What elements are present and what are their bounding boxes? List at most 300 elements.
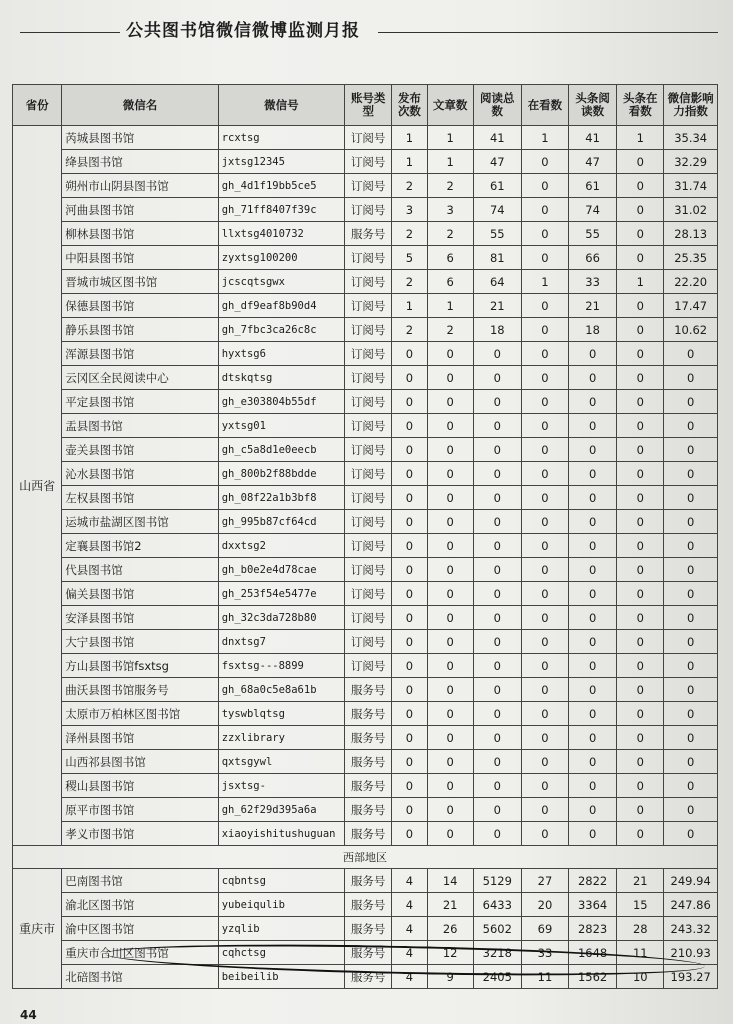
table-row xyxy=(13,774,718,798)
table-row xyxy=(13,630,718,654)
cell-headline-watching-col: 0 xyxy=(617,438,664,462)
table-row xyxy=(13,318,718,342)
cell-watching-col: 0 xyxy=(521,558,568,582)
cell-headline-watching-col: 0 xyxy=(617,174,664,198)
cell-headline-watching-col: 0 xyxy=(617,222,664,246)
cell-wechat-id-col: gh_253f54e5477e xyxy=(218,582,344,606)
cell-wechat-name-col: 大宁县图书馆 xyxy=(62,630,218,654)
cell-wechat-name-col: 浑源县图书馆 xyxy=(62,342,218,366)
cell-headline-reads-col: 74 xyxy=(569,198,617,222)
table-row xyxy=(13,893,718,917)
table-row xyxy=(13,750,718,774)
cell-reads-col: 0 xyxy=(473,726,521,750)
cell-reads-col: 0 xyxy=(473,558,521,582)
cell-posts-col: 4 xyxy=(392,941,427,965)
cell-articles-col: 12 xyxy=(427,941,473,965)
cell-headline-reads-col: 0 xyxy=(569,342,617,366)
table-row xyxy=(13,270,718,294)
cell-posts-col: 0 xyxy=(392,822,427,846)
cell-influence-index-col: 0 xyxy=(664,438,718,462)
cell-reads-col: 0 xyxy=(473,606,521,630)
cell-wechat-id-col: zzxlibrary xyxy=(218,726,344,750)
table-row xyxy=(13,390,718,414)
cell-headline-reads-col: 61 xyxy=(569,174,617,198)
cell-headline-watching-col: 0 xyxy=(617,198,664,222)
cell-posts-col: 4 xyxy=(392,869,427,893)
table-row xyxy=(13,798,718,822)
cell-influence-index-col: 0 xyxy=(664,702,718,726)
cell-watching-col: 0 xyxy=(521,150,568,174)
cell-headline-watching-col: 0 xyxy=(617,366,664,390)
table-row xyxy=(13,917,718,941)
column-header-headline-watching-col: 头条在看数 xyxy=(617,85,664,126)
cell-wechat-id-col: gh_08f22a1b3bf8 xyxy=(218,486,344,510)
cell-posts-col: 0 xyxy=(392,558,427,582)
cell-headline-watching-col: 11 xyxy=(617,941,664,965)
table-row xyxy=(13,822,718,846)
table-row xyxy=(13,174,718,198)
cell-reads-col: 0 xyxy=(473,774,521,798)
table-row xyxy=(13,462,718,486)
cell-reads-col: 0 xyxy=(473,582,521,606)
table-row xyxy=(13,150,718,174)
cell-wechat-name-col: 山西祁县图书馆 xyxy=(62,750,218,774)
cell-watching-col: 0 xyxy=(521,606,568,630)
cell-wechat-name-col: 晋城市城区图书馆 xyxy=(62,270,218,294)
cell-account-type-col: 订阅号 xyxy=(345,534,392,558)
cell-wechat-id-col: dtskqtsg xyxy=(218,366,344,390)
cell-headline-watching-col: 0 xyxy=(617,294,664,318)
cell-articles-col: 1 xyxy=(427,126,473,150)
cell-headline-reads-col: 0 xyxy=(569,606,617,630)
cell-wechat-id-col: gh_7fbc3ca26c8c xyxy=(218,318,344,342)
cell-wechat-name-col: 巴南图书馆 xyxy=(62,869,218,893)
cell-articles-col: 0 xyxy=(427,702,473,726)
cell-wechat-name-col: 绛县图书馆 xyxy=(62,150,218,174)
cell-wechat-name-col: 代县图书馆 xyxy=(62,558,218,582)
cell-reads-col: 64 xyxy=(473,270,521,294)
cell-watching-col: 20 xyxy=(521,893,568,917)
table-row xyxy=(13,654,718,678)
cell-reads-col: 0 xyxy=(473,342,521,366)
cell-wechat-name-col: 中阳县图书馆 xyxy=(62,246,218,270)
cell-wechat-name-col: 重庆市合川区图书馆 xyxy=(62,941,218,965)
region-row xyxy=(13,846,718,869)
cell-headline-reads-col: 0 xyxy=(569,654,617,678)
header-rule-right xyxy=(378,32,718,33)
cell-headline-watching-col: 28 xyxy=(617,917,664,941)
province-cell: 重庆市 xyxy=(13,869,62,989)
cell-account-type-col: 订阅号 xyxy=(345,342,392,366)
cell-headline-watching-col: 1 xyxy=(617,126,664,150)
cell-posts-col: 0 xyxy=(392,510,427,534)
cell-articles-col: 0 xyxy=(427,534,473,558)
cell-wechat-id-col: jsxtsg- xyxy=(218,774,344,798)
cell-reads-col: 0 xyxy=(473,414,521,438)
cell-headline-watching-col: 0 xyxy=(617,414,664,438)
table-row xyxy=(13,198,718,222)
cell-headline-reads-col: 2822 xyxy=(569,869,617,893)
cell-headline-reads-col: 0 xyxy=(569,726,617,750)
cell-account-type-col: 服务号 xyxy=(345,702,392,726)
cell-headline-watching-col: 0 xyxy=(617,462,664,486)
cell-wechat-id-col: dxxtsg2 xyxy=(218,534,344,558)
cell-influence-index-col: 0 xyxy=(664,582,718,606)
cell-wechat-name-col: 芮城县图书馆 xyxy=(62,126,218,150)
cell-headline-reads-col: 3364 xyxy=(569,893,617,917)
cell-wechat-name-col: 稷山县图书馆 xyxy=(62,774,218,798)
cell-headline-reads-col: 1648 xyxy=(569,941,617,965)
cell-posts-col: 1 xyxy=(392,294,427,318)
cell-articles-col: 2 xyxy=(427,174,473,198)
cell-influence-index-col: 0 xyxy=(664,366,718,390)
cell-wechat-name-col: 柳林县图书馆 xyxy=(62,222,218,246)
cell-posts-col: 2 xyxy=(392,222,427,246)
cell-watching-col: 0 xyxy=(521,774,568,798)
cell-account-type-col: 订阅号 xyxy=(345,126,392,150)
column-header-account-type-col: 账号类型 xyxy=(345,85,392,126)
cell-watching-col: 0 xyxy=(521,342,568,366)
cell-posts-col: 4 xyxy=(392,893,427,917)
cell-reads-col: 74 xyxy=(473,198,521,222)
table-row xyxy=(13,678,718,702)
cell-headline-reads-col: 0 xyxy=(569,534,617,558)
column-header-wechat-name-col: 微信名 xyxy=(62,85,218,126)
cell-influence-index-col: 0 xyxy=(664,822,718,846)
cell-headline-reads-col: 21 xyxy=(569,294,617,318)
cell-wechat-name-col: 泽州县图书馆 xyxy=(62,726,218,750)
cell-headline-reads-col: 0 xyxy=(569,390,617,414)
cell-headline-watching-col: 0 xyxy=(617,630,664,654)
table-head xyxy=(13,85,718,126)
cell-headline-reads-col: 0 xyxy=(569,774,617,798)
cell-account-type-col: 订阅号 xyxy=(345,198,392,222)
cell-influence-index-col: 0 xyxy=(664,390,718,414)
column-header-posts-col: 发布次数 xyxy=(392,85,427,126)
cell-wechat-id-col: qxtsgywl xyxy=(218,750,344,774)
cell-reads-col: 0 xyxy=(473,750,521,774)
cell-influence-index-col: 0 xyxy=(664,486,718,510)
cell-wechat-name-col: 曲沃县图书馆服务号 xyxy=(62,678,218,702)
cell-influence-index-col: 0 xyxy=(664,678,718,702)
cell-headline-watching-col: 0 xyxy=(617,342,664,366)
cell-posts-col: 2 xyxy=(392,318,427,342)
cell-wechat-name-col: 盂县图书馆 xyxy=(62,414,218,438)
cell-articles-col: 0 xyxy=(427,774,473,798)
cell-posts-col: 0 xyxy=(392,654,427,678)
cell-wechat-name-col: 渝中区图书馆 xyxy=(62,917,218,941)
cell-articles-col: 0 xyxy=(427,558,473,582)
cell-wechat-id-col: gh_df9eaf8b90d4 xyxy=(218,294,344,318)
cell-articles-col: 0 xyxy=(427,582,473,606)
cell-headline-reads-col: 0 xyxy=(569,510,617,534)
cell-headline-watching-col: 0 xyxy=(617,606,664,630)
cell-account-type-col: 订阅号 xyxy=(345,174,392,198)
cell-wechat-id-col: gh_4d1f19bb5ce5 xyxy=(218,174,344,198)
cell-watching-col: 0 xyxy=(521,750,568,774)
cell-posts-col: 0 xyxy=(392,606,427,630)
column-header-articles-col: 文章数 xyxy=(427,85,473,126)
cell-articles-col: 0 xyxy=(427,798,473,822)
cell-posts-col: 0 xyxy=(392,726,427,750)
cell-headline-watching-col: 0 xyxy=(617,726,664,750)
cell-influence-index-col: 0 xyxy=(664,774,718,798)
cell-posts-col: 0 xyxy=(392,774,427,798)
cell-watching-col: 1 xyxy=(521,126,568,150)
cell-wechat-name-col: 朔州市山阴县图书馆 xyxy=(62,174,218,198)
cell-posts-col: 4 xyxy=(392,917,427,941)
cell-reads-col: 0 xyxy=(473,678,521,702)
cell-account-type-col: 订阅号 xyxy=(345,462,392,486)
cell-posts-col: 0 xyxy=(392,414,427,438)
cell-wechat-id-col: jxtsg12345 xyxy=(218,150,344,174)
cell-posts-col: 0 xyxy=(392,342,427,366)
table-row xyxy=(13,606,718,630)
cell-account-type-col: 订阅号 xyxy=(345,582,392,606)
cell-wechat-id-col: cqhctsg xyxy=(218,941,344,965)
cell-influence-index-col: 0 xyxy=(664,414,718,438)
cell-wechat-id-col: gh_68a0c5e8a61b xyxy=(218,678,344,702)
cell-articles-col: 9 xyxy=(427,965,473,989)
cell-account-type-col: 服务号 xyxy=(345,893,392,917)
cell-influence-index-col: 31.74 xyxy=(664,174,718,198)
cell-account-type-col: 订阅号 xyxy=(345,270,392,294)
cell-wechat-id-col: gh_b0e2e4d78cae xyxy=(218,558,344,582)
cell-watching-col: 0 xyxy=(521,222,568,246)
cell-posts-col: 3 xyxy=(392,198,427,222)
cell-wechat-name-col: 运城市盐湖区图书馆 xyxy=(62,510,218,534)
table-row xyxy=(13,702,718,726)
cell-headline-reads-col: 0 xyxy=(569,678,617,702)
cell-articles-col: 0 xyxy=(427,654,473,678)
cell-influence-index-col: 10.62 xyxy=(664,318,718,342)
table-row xyxy=(13,726,718,750)
cell-posts-col: 2 xyxy=(392,270,427,294)
cell-reads-col: 0 xyxy=(473,462,521,486)
cell-influence-index-col: 0 xyxy=(664,630,718,654)
cell-reads-col: 0 xyxy=(473,702,521,726)
cell-watching-col: 0 xyxy=(521,294,568,318)
table-row xyxy=(13,582,718,606)
cell-reads-col: 41 xyxy=(473,126,521,150)
cell-posts-col: 2 xyxy=(392,174,427,198)
cell-account-type-col: 订阅号 xyxy=(345,150,392,174)
cell-influence-index-col: 210.93 xyxy=(664,941,718,965)
cell-watching-col: 0 xyxy=(521,510,568,534)
cell-watching-col: 0 xyxy=(521,726,568,750)
cell-account-type-col: 订阅号 xyxy=(345,630,392,654)
cell-articles-col: 0 xyxy=(427,486,473,510)
cell-wechat-id-col: gh_62f29d395a6a xyxy=(218,798,344,822)
cell-account-type-col: 订阅号 xyxy=(345,318,392,342)
cell-reads-col: 0 xyxy=(473,630,521,654)
cell-account-type-col: 服务号 xyxy=(345,798,392,822)
cell-wechat-name-col: 安泽县图书馆 xyxy=(62,606,218,630)
cell-articles-col: 1 xyxy=(427,294,473,318)
table-row xyxy=(13,510,718,534)
cell-account-type-col: 服务号 xyxy=(345,678,392,702)
cell-headline-reads-col: 0 xyxy=(569,366,617,390)
cell-influence-index-col: 193.27 xyxy=(664,965,718,989)
cell-posts-col: 0 xyxy=(392,486,427,510)
cell-headline-watching-col: 0 xyxy=(617,486,664,510)
cell-watching-col: 0 xyxy=(521,822,568,846)
table-row xyxy=(13,414,718,438)
cell-wechat-id-col: gh_32c3da728b80 xyxy=(218,606,344,630)
cell-headline-watching-col: 0 xyxy=(617,750,664,774)
cell-watching-col: 0 xyxy=(521,798,568,822)
cell-influence-index-col: 0 xyxy=(664,606,718,630)
cell-wechat-name-col: 沁水县图书馆 xyxy=(62,462,218,486)
column-header-wechat-id-col: 微信号 xyxy=(218,85,344,126)
cell-wechat-id-col: gh_c5a8d1e0eecb xyxy=(218,438,344,462)
cell-wechat-name-col: 壶关县图书馆 xyxy=(62,438,218,462)
cell-reads-col: 6433 xyxy=(473,893,521,917)
cell-headline-watching-col: 0 xyxy=(617,246,664,270)
cell-reads-col: 0 xyxy=(473,390,521,414)
cell-watching-col: 0 xyxy=(521,654,568,678)
cell-reads-col: 0 xyxy=(473,534,521,558)
cell-watching-col: 1 xyxy=(521,270,568,294)
cell-articles-col: 1 xyxy=(427,150,473,174)
cell-articles-col: 0 xyxy=(427,366,473,390)
cell-watching-col: 0 xyxy=(521,702,568,726)
page-number: 44 xyxy=(20,1008,37,1022)
cell-account-type-col: 订阅号 xyxy=(345,294,392,318)
table-row xyxy=(13,246,718,270)
cell-posts-col: 0 xyxy=(392,438,427,462)
table-body xyxy=(13,126,718,989)
cell-wechat-name-col: 太原市万柏林区图书馆 xyxy=(62,702,218,726)
table-row xyxy=(13,558,718,582)
cell-influence-index-col: 0 xyxy=(664,462,718,486)
cell-wechat-id-col: yubeiqulib xyxy=(218,893,344,917)
cell-reads-col: 0 xyxy=(473,654,521,678)
cell-wechat-id-col: cqbntsg xyxy=(218,869,344,893)
cell-watching-col: 0 xyxy=(521,582,568,606)
cell-reads-col: 0 xyxy=(473,366,521,390)
cell-wechat-id-col: beibeilib xyxy=(218,965,344,989)
cell-account-type-col: 服务号 xyxy=(345,965,392,989)
cell-articles-col: 21 xyxy=(427,893,473,917)
cell-articles-col: 0 xyxy=(427,438,473,462)
cell-posts-col: 5 xyxy=(392,246,427,270)
cell-reads-col: 5129 xyxy=(473,869,521,893)
cell-influence-index-col: 249.94 xyxy=(664,869,718,893)
cell-articles-col: 6 xyxy=(427,246,473,270)
cell-articles-col: 0 xyxy=(427,390,473,414)
cell-reads-col: 47 xyxy=(473,150,521,174)
column-header-influence-index-col: 微信影响力指数 xyxy=(664,85,718,126)
cell-account-type-col: 服务号 xyxy=(345,822,392,846)
cell-headline-watching-col: 0 xyxy=(617,510,664,534)
cell-articles-col: 3 xyxy=(427,198,473,222)
cell-wechat-name-col: 保德县图书馆 xyxy=(62,294,218,318)
cell-posts-col: 0 xyxy=(392,582,427,606)
cell-articles-col: 0 xyxy=(427,342,473,366)
cell-posts-col: 0 xyxy=(392,630,427,654)
cell-posts-col: 1 xyxy=(392,126,427,150)
cell-headline-watching-col: 0 xyxy=(617,534,664,558)
cell-articles-col: 0 xyxy=(427,462,473,486)
cell-wechat-id-col: gh_71ff8407f39c xyxy=(218,198,344,222)
cell-wechat-name-col: 北碚图书馆 xyxy=(62,965,218,989)
cell-articles-col: 0 xyxy=(427,510,473,534)
cell-account-type-col: 服务号 xyxy=(345,941,392,965)
cell-wechat-id-col: yzqlib xyxy=(218,917,344,941)
cell-influence-index-col: 0 xyxy=(664,798,718,822)
cell-posts-col: 0 xyxy=(392,366,427,390)
cell-posts-col: 0 xyxy=(392,390,427,414)
cell-headline-watching-col: 0 xyxy=(617,822,664,846)
cell-headline-reads-col: 66 xyxy=(569,246,617,270)
cell-wechat-id-col: dnxtsg7 xyxy=(218,630,344,654)
cell-headline-watching-col: 0 xyxy=(617,774,664,798)
cell-headline-reads-col: 0 xyxy=(569,822,617,846)
table-row xyxy=(13,869,718,893)
cell-influence-index-col: 25.35 xyxy=(664,246,718,270)
cell-articles-col: 0 xyxy=(427,414,473,438)
cell-wechat-name-col: 方山县图书馆fsxtsg xyxy=(62,654,218,678)
column-header-reads-col: 阅读总数 xyxy=(473,85,521,126)
cell-watching-col: 0 xyxy=(521,318,568,342)
column-header-headline-reads-col: 头条阅读数 xyxy=(569,85,617,126)
cell-watching-col: 0 xyxy=(521,438,568,462)
cell-watching-col: 0 xyxy=(521,534,568,558)
cell-posts-col: 0 xyxy=(392,534,427,558)
cell-headline-reads-col: 0 xyxy=(569,798,617,822)
cell-headline-reads-col: 0 xyxy=(569,486,617,510)
cell-posts-col: 1 xyxy=(392,150,427,174)
report-title: 公共图书馆微信微博监测月报 xyxy=(126,21,360,41)
cell-posts-col: 0 xyxy=(392,702,427,726)
cell-account-type-col: 订阅号 xyxy=(345,606,392,630)
cell-watching-col: 0 xyxy=(521,630,568,654)
cell-influence-index-col: 247.86 xyxy=(664,893,718,917)
cell-posts-col: 0 xyxy=(392,462,427,486)
cell-account-type-col: 订阅号 xyxy=(345,654,392,678)
cell-posts-col: 4 xyxy=(392,965,427,989)
cell-headline-watching-col: 0 xyxy=(617,798,664,822)
cell-headline-watching-col: 0 xyxy=(617,582,664,606)
cell-watching-col: 33 xyxy=(521,941,568,965)
cell-wechat-id-col: yxtsg01 xyxy=(218,414,344,438)
header-row xyxy=(13,85,718,126)
cell-influence-index-col: 17.47 xyxy=(664,294,718,318)
cell-reads-col: 5602 xyxy=(473,917,521,941)
cell-articles-col: 0 xyxy=(427,678,473,702)
cell-watching-col: 11 xyxy=(521,965,568,989)
column-header-province-col: 省份 xyxy=(13,85,62,126)
cell-wechat-id-col: tyswblqtsg xyxy=(218,702,344,726)
cell-watching-col: 0 xyxy=(521,246,568,270)
cell-headline-reads-col: 0 xyxy=(569,558,617,582)
cell-wechat-name-col: 定襄县图书馆2 xyxy=(62,534,218,558)
cell-reads-col: 3218 xyxy=(473,941,521,965)
cell-reads-col: 55 xyxy=(473,222,521,246)
cell-headline-reads-col: 33 xyxy=(569,270,617,294)
cell-reads-col: 18 xyxy=(473,318,521,342)
cell-reads-col: 0 xyxy=(473,822,521,846)
cell-headline-watching-col: 10 xyxy=(617,965,664,989)
cell-wechat-id-col: zyxtsg100200 xyxy=(218,246,344,270)
cell-account-type-col: 服务号 xyxy=(345,726,392,750)
cell-headline-reads-col: 0 xyxy=(569,750,617,774)
cell-account-type-col: 订阅号 xyxy=(345,390,392,414)
column-header-watching-col: 在看数 xyxy=(521,85,568,126)
cell-headline-reads-col: 1562 xyxy=(569,965,617,989)
cell-influence-index-col: 0 xyxy=(664,726,718,750)
